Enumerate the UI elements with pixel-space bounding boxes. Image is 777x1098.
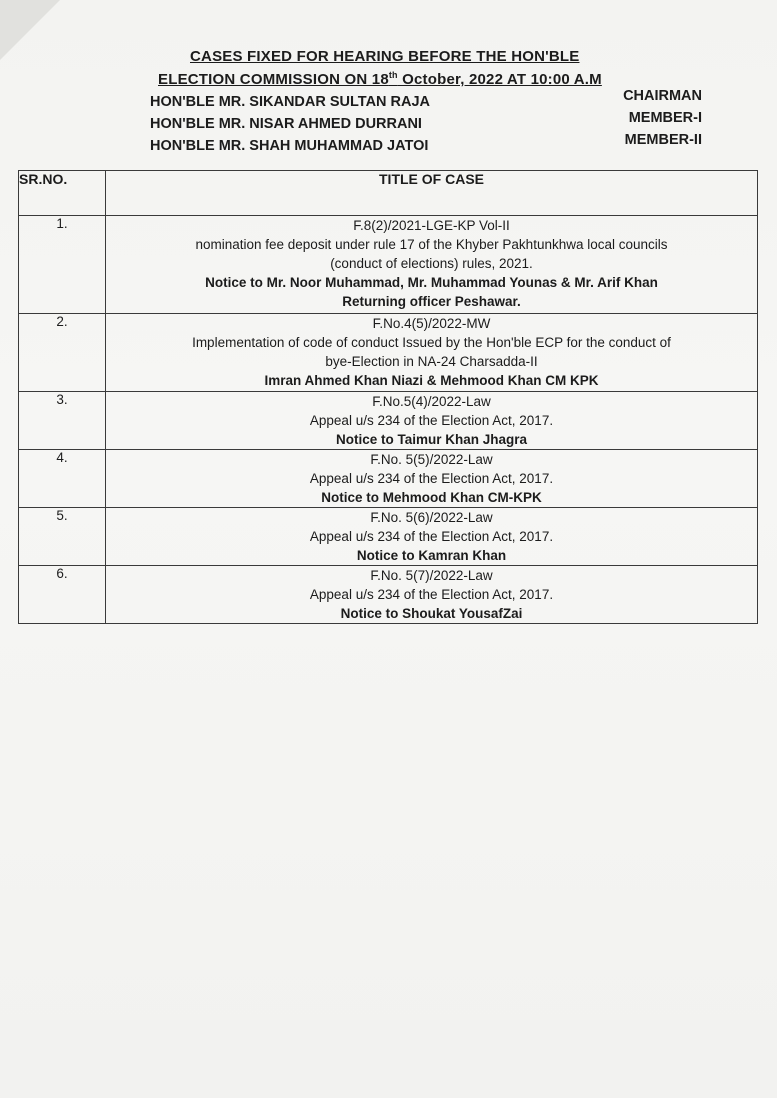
case-file-number: F.No.5(4)/2022-Law [372, 394, 491, 409]
case-notice-line: Notice to Kamran Khan [356, 548, 507, 563]
title-date-suffix: October, 2022 AT 10:00 A.M [397, 71, 602, 88]
title-line-1: CASES FIXED FOR HEARING BEFORE THE HON'BLE [190, 48, 580, 65]
case-title-cell [106, 508, 758, 566]
case-file-number: F.8(2)/2021-LGE-KP Vol-II [353, 218, 510, 233]
case-notice-line: Imran Ahmed Khan Niazi & Mehmood Khan CM KPK [264, 373, 599, 388]
bench-member-role: MEMBER-II [624, 132, 702, 148]
table-row [19, 314, 758, 392]
case-notice-line: Returning officer Peshawar. [342, 294, 521, 309]
case-title-cell [106, 314, 758, 392]
case-sr-no: 4. [19, 450, 106, 508]
case-notice-line: Notice to Mehmood Khan CM-KPK [321, 490, 542, 505]
header-title-of-case: TITLE OF CASE [106, 171, 758, 216]
title-line-2 [158, 70, 602, 88]
case-description-line: Implementation of code of conduct Issued by the Hon'ble ECP for the conduct of [192, 335, 671, 350]
header-sr-no: SR.NO. [19, 171, 106, 216]
bench-member-name: HON'BLE MR. NISAR AHMED DURRANI [150, 116, 422, 132]
case-sr-no: 5. [19, 508, 106, 566]
cases-table [18, 170, 758, 624]
case-description-line: Appeal u/s 234 of the Election Act, 2017. [309, 529, 554, 544]
case-description-line: nomination fee deposit under rule 17 of the Khyber Pakhtunkhwa local councils [195, 237, 668, 252]
case-description-line: (conduct of elections) rules, 2021. [330, 256, 533, 271]
case-title-cell [106, 450, 758, 508]
bench-member-role: CHAIRMAN [623, 88, 702, 104]
case-notice-line: Notice to Mr. Noor Muhammad, Mr. Muhammad Younas & Mr. Arif Khan [205, 275, 658, 290]
table-row [19, 216, 758, 314]
page-fold-shadow [0, 0, 60, 60]
bench-member-role: MEMBER-I [628, 110, 702, 126]
case-title-cell [106, 566, 758, 624]
case-file-number: F.No. 5(6)/2022-Law [370, 510, 493, 525]
case-notice-line: Notice to Shoukat YousafZai [340, 606, 523, 621]
case-notice-line: Notice to Taimur Khan Jhagra [335, 432, 528, 447]
case-description-line: bye-Election in NA-24 Charsadda-II [325, 354, 538, 369]
case-file-number: F.No. 5(5)/2022-Law [370, 452, 493, 467]
title-date-prefix: ELECTION COMMISSION ON 18 [158, 71, 389, 88]
table-row [19, 450, 758, 508]
case-sr-no: 3. [19, 392, 106, 450]
bench-member-name: HON'BLE MR. SIKANDAR SULTAN RAJA [150, 94, 431, 110]
title-date-ordinal: th [388, 70, 398, 80]
case-description-line: Appeal u/s 234 of the Election Act, 2017. [309, 471, 554, 486]
bench-member-name: HON'BLE MR. SHAH MUHAMMAD JATOI [150, 138, 429, 154]
case-file-number: F.No. 5(7)/2022-Law [370, 568, 493, 583]
case-title-cell [106, 392, 758, 450]
case-sr-no: 1. [19, 216, 106, 314]
case-sr-no: 6. [19, 566, 106, 624]
table-row [19, 566, 758, 624]
case-sr-no: 2. [19, 314, 106, 392]
case-title-cell [106, 216, 758, 314]
case-description-line: Appeal u/s 234 of the Election Act, 2017. [309, 413, 554, 428]
case-description-line: Appeal u/s 234 of the Election Act, 2017. [309, 587, 554, 602]
table-row [19, 508, 758, 566]
table-row [19, 392, 758, 450]
case-file-number: F.No.4(5)/2022-MW [372, 316, 491, 331]
table-header-row [19, 171, 758, 216]
